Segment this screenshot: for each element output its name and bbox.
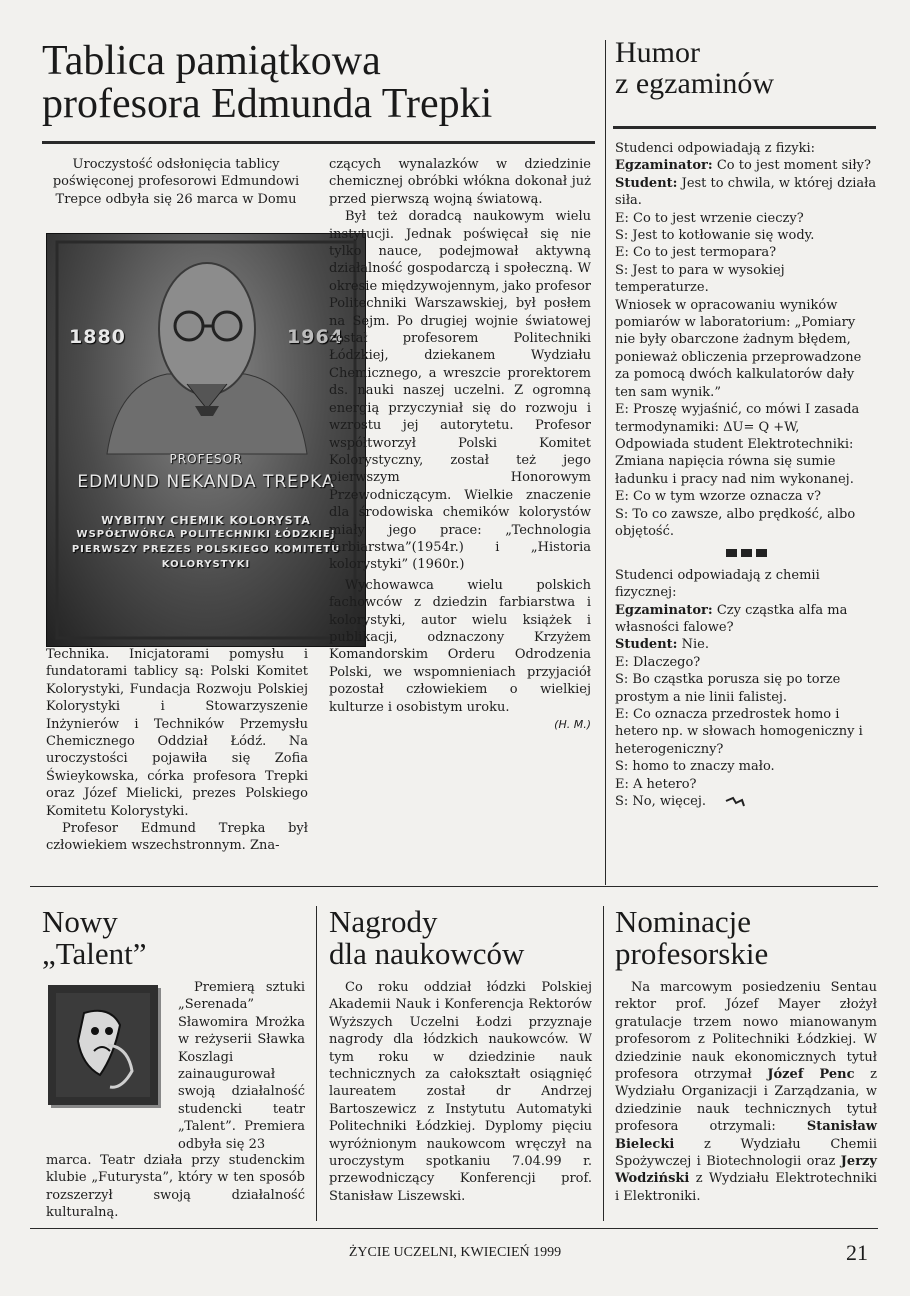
humor-qa: E: Co to jest wrzenie cieczy? [615, 210, 804, 226]
talent-title-line1: Nowy [42, 904, 118, 939]
plaque-year-left: 1880 [69, 326, 126, 348]
humor-qa: E: Co w tym wzorze oznacza v? [615, 489, 822, 505]
humor-qa: S: Jest to para w wysokiej temperaturze. [615, 262, 785, 296]
nagrody-title-line2: dla naukowców [329, 935, 525, 971]
col2-paragraph-1: czących wynalazków w dziedzinie chemicznej obróbki włókna dokonał już przed pierwszą wojną światową. [329, 157, 591, 207]
col1-intro: Uroczystość odsłonięcia tablicy poświęconej profesorowi Edmundowi Trepce odbyła się 26 marca w Domu [52, 157, 300, 207]
col1-paragraph: Technika. Inicjatorami pomysłu i fundatorami tablicy są: Polski Komitet Kolorystyki, Fundacja Rozwoju Polskiej Kolorystyki i Stowarzyszenie Inżynierów i Techników Przemysłu Chemicznego Oddział Łódź. Na uroczystości pojawiła się Zofia Świeykowska, córka profesora Trepki oraz Józef Mielicki, prezes Polskiego Komitetu Kolorystyki. [46, 647, 308, 819]
footer-publication: ŻYCIE UCZELNI, KWIECIEŃ 1999 [348, 1245, 562, 1260]
section-divider [30, 886, 878, 887]
talent-heading [42, 906, 302, 969]
theatre-mask-icon [48, 985, 158, 1105]
talent-text-full: marca. Teatr działa przy studenckim klubie „Futurysta”, który w ten sposób rozszerzył swoją działalność kulturalną. [46, 1153, 305, 1221]
humor-qa: S: Bo cząstka porusza się po torze prostym a nie linii falistej. [615, 672, 841, 705]
humor-heading [615, 38, 895, 99]
article-heading [42, 40, 602, 126]
nagrody-heading [329, 906, 599, 969]
talent-title-line2: „Talent” [42, 935, 147, 971]
nominacje-text: Na marcowym posiedzeniu Sentau rektor prof. Józef Mayer złożył gratulacje trzem nowo mianowanym profesorom z Politechniki Łódzkiej. W dziedzinie nauk ekonomicznych tytuł profesora otrzymał Józef Penc z Wydziału Organizacji i Zarządzania, w dziedzinie nauk technicznych tytuł profesora otrzymali: Stanisław Bielecki z Wydziału Chemii Spożywczej i Biotechnologii oraz Jerzy Wodziński z Wydziału Elektrotechniki i Elektroniki. [615, 980, 877, 1204]
plaque-year-right: 1964 [287, 326, 344, 348]
humor-qa: S: Jest to kotłowanie się wody. [615, 228, 815, 244]
col2-paragraph-3: Wychowawca wielu polskich fachowców z dziedzin farbiarstwa i kolorystyki, autor wielu książek i publikacji, odznaczony Krzyżem Komandorskim Orderu Odrodzenia Polski, we wspomnieniach przyjaciół pozostał człowiekiem o wielkiej kulturze i osobistym uroku. [329, 577, 591, 715]
humor-qa: Egzaminator: Czy cząstka alfa ma własności falowe? [615, 602, 848, 635]
theatre-logo [48, 985, 158, 1105]
humor-qa: E: Co oznacza przedrostek homo i hetero np. w słowach homogeniczny i heterogeniczny? [615, 707, 863, 757]
humor-qa: E: A hetero? [615, 776, 697, 792]
article-col1-top [46, 156, 306, 208]
nagrody-title-line1: Nagrody [329, 904, 438, 939]
article-author: (H. M.) [554, 718, 591, 731]
humor-qa: S: homo to znaczy mało. [615, 759, 775, 775]
humor-column [615, 140, 877, 810]
humor-qa: S: No, więcej. [615, 793, 877, 810]
col2-paragraph-2: Był też doradcą naukowym wielu instytucji. Jednak poświęcał się nie tylko nauce, podejmował aktywną działalność gospodarczą i społeczną. W okresie międzywojennym, jako profesor Politechniki Warszawskiej, był posłem na Sejm. Po drugiej wojnie światowej został profesorem Politechniki Łódzkiej, dziekanem Wydziału Chemicznego, a wreszcie prorektorem ds. nauki naszej uczelni. Z ogromną energią przyczyniał się do rozwoju i wzrostu jej autorytetu. Profesor współtworzył Polski Komitet Kolorystyczny, został też jego pierwszym Honorowym Przewodniczącym. Wielkie znaczenie dla środowiska chemików kolorystów miały jego prace: „Technologia farbiarstwa”(1954r.) i „Historia kolorystyki” (1960r.) [329, 209, 591, 573]
memorial-plaque-photo [46, 233, 366, 647]
nominacje-title-line2: profesorskie [615, 935, 769, 971]
humor-qa: Odpowiada student Elektrotechniki: Zmiana napięcia równa się sumie ładunku i pracy nad nim wykonanej. [615, 436, 854, 487]
col1-paragraph-2: Profesor Edmund Trepka był człowiekiem wszechstronnym. Zna- [46, 821, 308, 854]
article-col2 [329, 156, 591, 733]
article-title-line2: profesora Edmunda Trepki [42, 80, 493, 127]
humor-qa: Student: Nie. [615, 637, 709, 653]
plaque-line2: EDMUND NEKANDA TREPKA [77, 472, 335, 492]
humor-title-line2: z egzaminów [615, 66, 775, 100]
humor-intro-chemistry: Studenci odpowiadają z chemii fizycznej: [615, 567, 820, 601]
column-divider-3 [603, 906, 604, 1221]
plaque-line1: PROFESOR [169, 452, 243, 466]
plaque-line3: WYBITNY CHEMIK KOLORYSTA [101, 514, 311, 527]
article-title-rule [42, 141, 595, 144]
humor-intro-physics: Studenci odpowiadają z fizyki: [615, 141, 816, 156]
humor-qa: Student: Jest to chwila, w której działa siła. [615, 175, 877, 209]
plaque-line6: KOLORYSTYKI [161, 559, 251, 570]
end-mark-icon [724, 795, 746, 809]
column-divider-2 [316, 906, 317, 1221]
column-divider [605, 40, 606, 885]
nominacje-heading [615, 906, 885, 969]
page-number: 21 [846, 1240, 868, 1265]
plaque-line5: PIERWSZY PREZES POLSKIEGO KOMITETU [71, 544, 341, 555]
humor-qa: E: Proszę wyjaśnić, co mówi I zasada termodynamiki: ΔU= Q +W, [615, 402, 860, 435]
article-title-line1: Tablica pamiątkowa [42, 38, 381, 84]
humor-qa: E: Co to jest termopara? [615, 245, 777, 261]
humor-qa: Egzaminator: Co to jest moment siły? [615, 158, 871, 174]
plaque-relief-icon [47, 234, 365, 646]
article-col1-bottom [46, 646, 308, 855]
humor-conclusion: Wniosek w opracowaniu wyników pomiarów w laboratorium: „Pomiary nie były obarczone żadnym błędem, ponieważ obliczenia przeprowadzone za pomocą dwóch kalkulatorów dały ten sam wynik.” [615, 297, 862, 400]
humor-title-line1: Humor [615, 36, 700, 69]
separator-squares-icon [615, 545, 877, 562]
humor-title-rule [613, 126, 876, 129]
plaque-line4: WSPÓŁTWÓRCA POLITECHNIKI ŁÓDZKIEJ [76, 529, 336, 540]
footer-rule [30, 1228, 878, 1229]
talent-text-side: Premierą sztuki „Serenada” Sławomira Mrożka w reżyserii Sławka Koszlagi zainaugurował swoją działalność studencki teatr „Talent”. Premiera odbyła się 23 [178, 980, 305, 1152]
nagrody-text: Co roku oddział łódzki Polskiej Akademii Nauk i Konferencja Rektorów Wyższych Uczelni Łodzi przyznaje nagrody dla łódzkich naukowców. W tym roku w dziedzinie nauk technicznych za całokształt osiągnięć laureatem został dr Andrzej Bartoszewicz z Instytutu Automatyki Politechniki Łódzkiej. Dyplomy pięciu wyróżnionym naukowcom wręczył na uroczystym spotkaniu 7.04.99 r. przewodniczący Konferencji prof. Stanisław Liszewski. [329, 980, 592, 1204]
nominacje-title-line1: Nominacje [615, 904, 752, 939]
humor-qa: E: Dlaczego? [615, 654, 701, 670]
humor-qa: S: To co zawsze, albo prędkość, albo objętość. [615, 506, 856, 539]
